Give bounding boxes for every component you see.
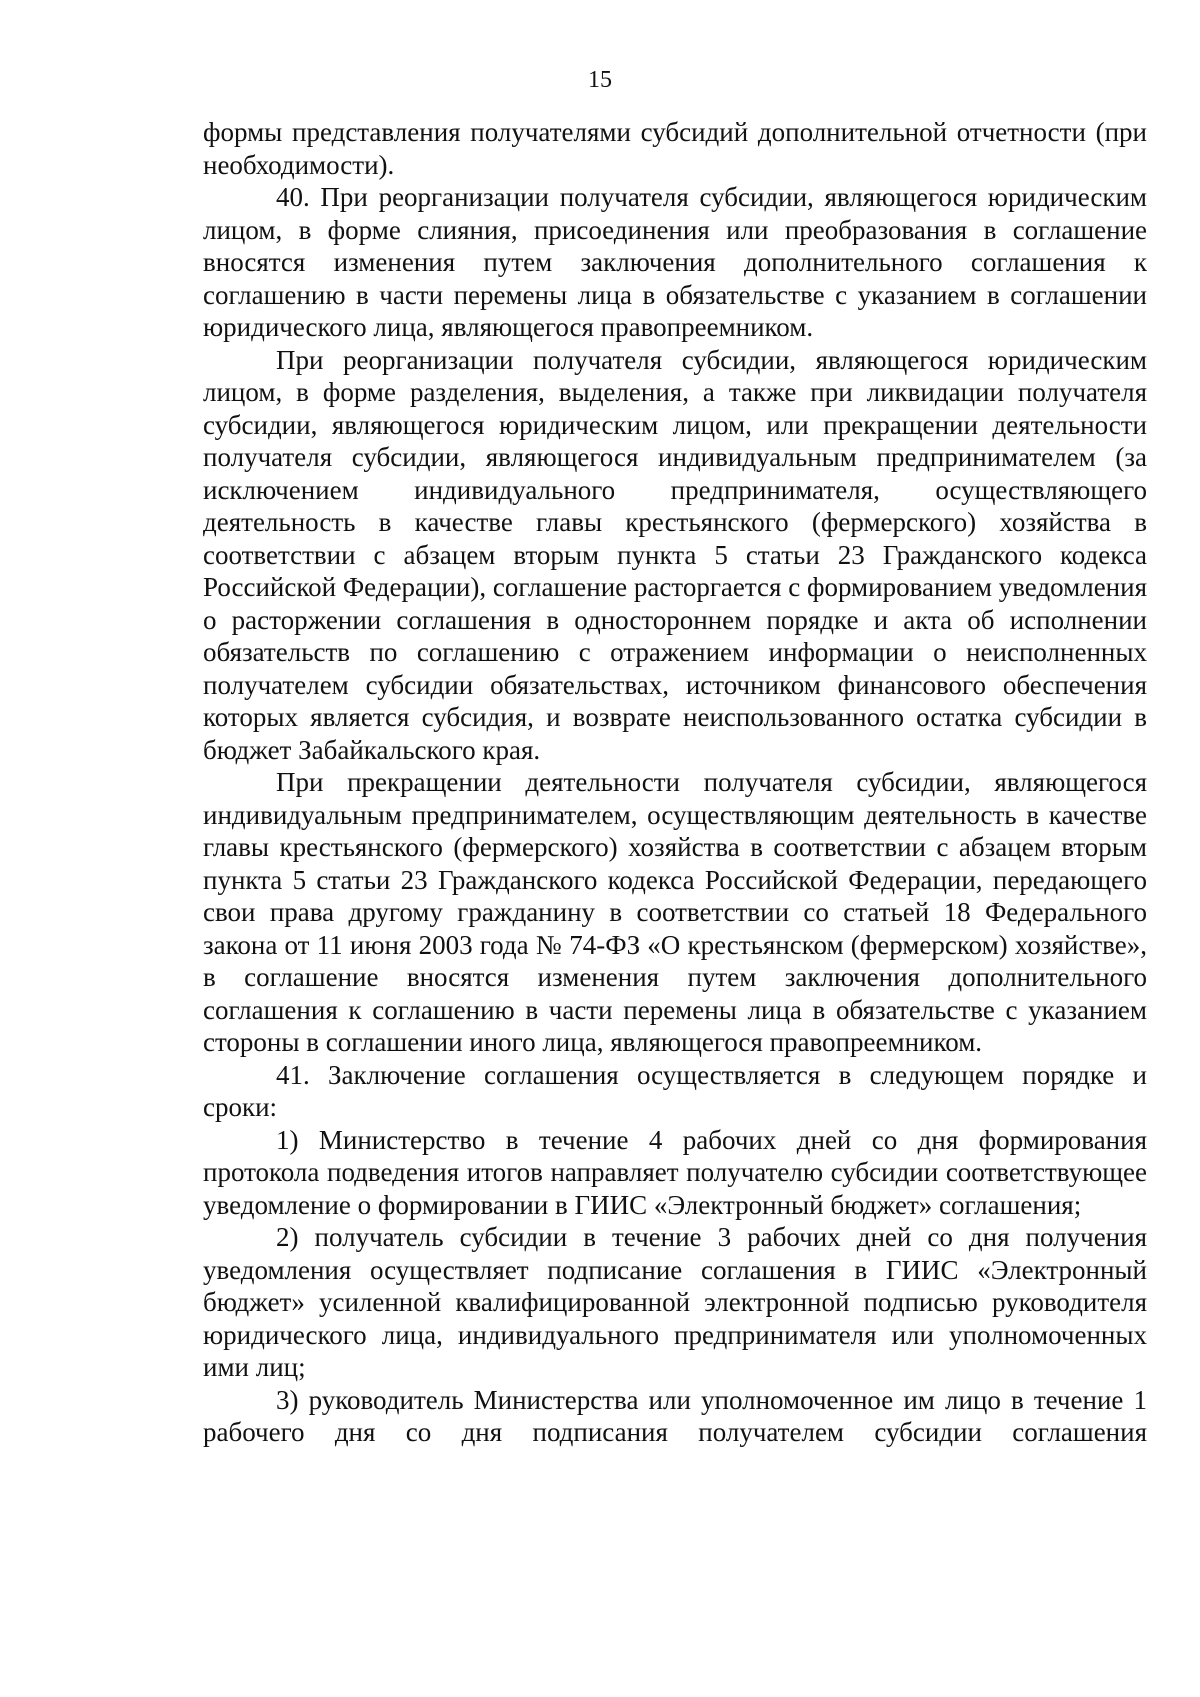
paragraph-subitem-2: 2) получатель субсидии в течение 3 рабочих дней со дня получения уведомления осуществляет подписание соглашения в ГИИС «Электронный бюджет» усиленной квалифицированной электронной подписью руководителя юридического лица, индивидуального предпринимателя или уполномоченных ими лиц; — [203, 1222, 1147, 1382]
paragraph-reorganization: При реорганизации получателя субсидии, являющегося юридическим лицом, в форме разделения, выделения, а также при ликвидации получателя субсидии, являющегося юридическим лицом, или прекращении деятельности получателя субсидии, являющегося индивидуальным предпринимателем (за исключением индивидуального предпринимателя, осуществляющего деятельность в качестве главы крестьянского (фермерского) хозяйства в соответствии с абзацем вторым пункта 5 статьи 23 Гражданского кодекса Российской Федерации), соглашение расторгается с формированием уведомления о расторжении соглашения в одностороннем порядке и акта об исполнении обязательств по соглашению с отражением информации о неисполненных получателем субсидии обязательствах, источником финансового обеспечения которых является субсидия, и возврате неиспользованного остатка субсидии в бюджет Забайкальского края. — [203, 344, 1147, 765]
paragraph-continuation: формы представления получателями субсидий дополнительной отчетности (при необходимости). — [203, 117, 1147, 180]
paragraph-subitem-3: 3) руководитель Министерства или уполномоченное им лицо в течение 1 рабочего дня со дня подписания получателем субсидии соглашения — [203, 1384, 1147, 1447]
page-number: 15 — [588, 67, 612, 93]
paragraph-termination: При прекращении деятельности получателя субсидии, являющегося индивидуальным предпринимателем, осуществляющим деятельность в качестве главы крестьянского (фермерского) хозяйства в соответствии с абзацем вторым пункта 5 статьи 23 Гражданского кодекса Российской Федерации, передающего свои права другому гражданину в соответствии со статьей 18 Федерального закона от 11 июня 2003 года № 74-ФЗ «О крестьянском (фермерском) хозяйстве», в соглашение вносятся изменения путем заключения дополнительного соглашения к соглашению в части перемены лица в обязательстве с указанием стороны в соглашении иного лица, являющегося правопреемником. — [203, 767, 1147, 1057]
paragraph-item-40: 40. При реорганизации получателя субсидии, являющегося юридическим лицом, в форме слияния, присоединения или преобразования в соглашение вносятся изменения путем заключения дополнительного соглашения к соглашению в части перемены лица в обязательстве с указанием в соглашении юридического лица, являющегося правопреемником. — [203, 182, 1147, 342]
paragraph-subitem-1: 1) Министерство в течение 4 рабочих дней со дня формирования протокола подведения итогов направляет получателю субсидии соответствующее уведомление о формировании в ГИИС «Электронный бюджет» соглашения; — [203, 1124, 1147, 1220]
document-body — [203, 116, 1147, 1449]
paragraph-item-41: 41. Заключение соглашения осуществляется в следующем порядке и сроки: — [203, 1059, 1147, 1122]
